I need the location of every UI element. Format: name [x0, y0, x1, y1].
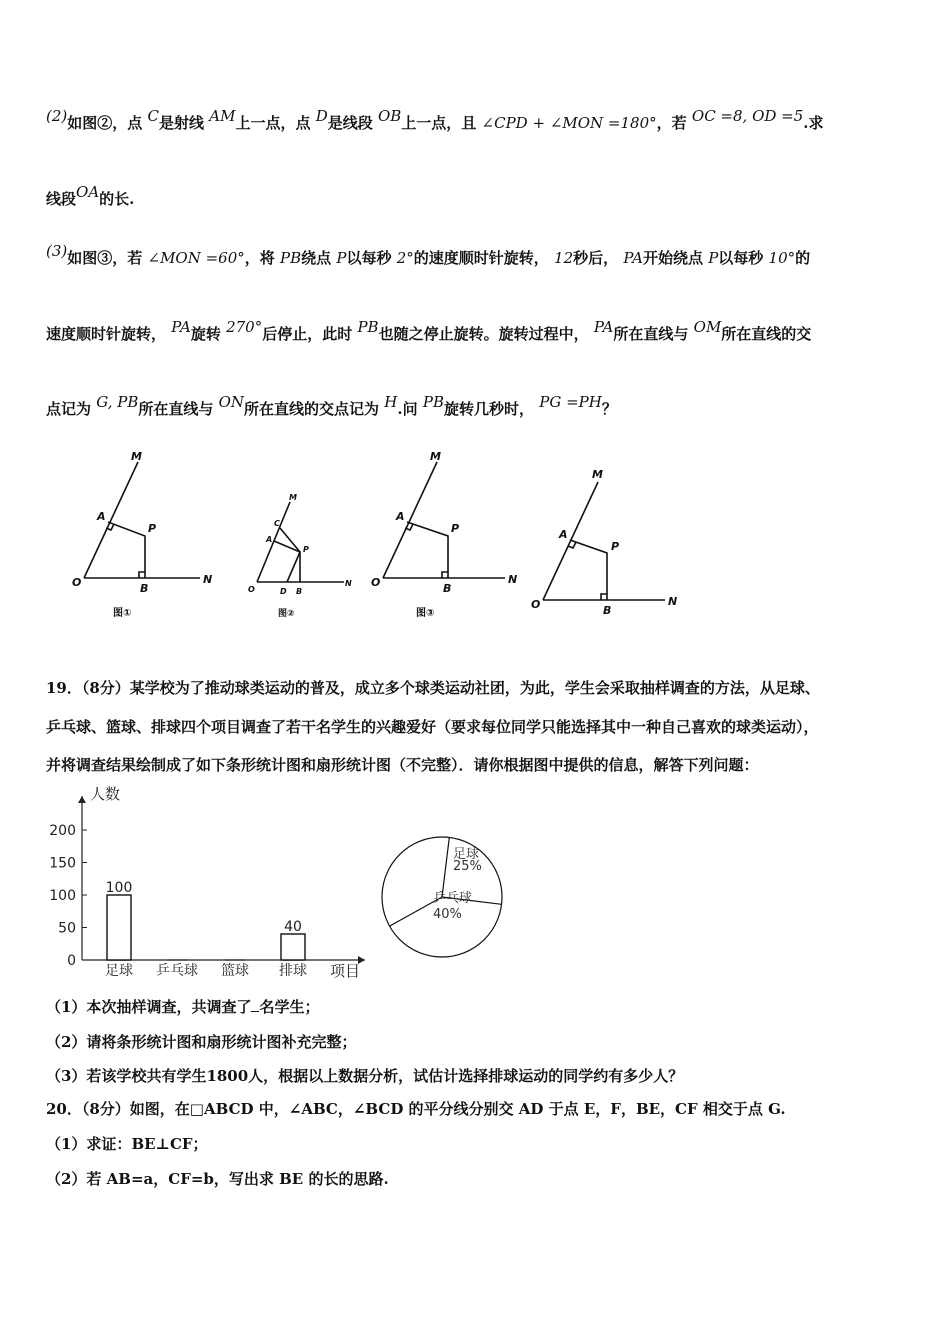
bar — [281, 934, 305, 960]
text: 速度顺时针旋转， — [46, 325, 167, 343]
math-PG-eq-PH: PG =PH — [539, 393, 602, 411]
text: .问 — [397, 400, 418, 418]
text: 是射线 — [158, 114, 204, 132]
math-G-PB: G, PB — [96, 393, 139, 411]
q18-part3-line2 — [46, 318, 812, 344]
text: 绕点 — [301, 249, 332, 267]
text: ，将 — [244, 249, 275, 267]
text: 开始绕点 — [642, 249, 703, 267]
text: ，若 — [656, 114, 687, 132]
y-tick-label: 50 — [58, 920, 76, 937]
math-H: H — [384, 393, 398, 411]
fig3-label-m: M — [430, 450, 441, 463]
q18-part2-line1 — [46, 107, 824, 133]
fig1-right-angle-b — [139, 572, 145, 578]
math-ON: ON — [218, 393, 245, 411]
fig1-label-o: O — [72, 576, 82, 589]
y-tick-label: 0 — [67, 953, 76, 969]
fig1-caption: 图① — [113, 608, 132, 619]
math-P: P — [336, 249, 347, 267]
fig4-label-p: P — [611, 540, 620, 553]
q18-part3-line3 — [46, 393, 617, 419]
text: 所在直线与 — [138, 400, 214, 418]
fig1-pa-pb — [108, 522, 145, 578]
fig1-label-b: B — [140, 582, 149, 595]
text: 以每秒 — [346, 249, 392, 267]
text: 上一点，且 — [401, 114, 477, 132]
fig1-label-n: N — [203, 573, 213, 586]
q19-line1: 19．（8分）某学校为了推动球类运动的普及，成立多个球类运动社团，为此，学生会采取抽样调查的方法，从足球、 — [46, 679, 820, 697]
fig2-caption: 图② — [278, 609, 295, 619]
x-tick-label: 足球 — [105, 963, 133, 979]
x-tick-label: 排球 — [279, 963, 307, 979]
y-tick-label: 100 — [49, 888, 76, 904]
fig4-pa-pb — [570, 540, 607, 600]
fig4-right-angle-b — [601, 594, 607, 600]
math-PA: PA — [623, 249, 643, 267]
math-D: D — [315, 107, 328, 125]
q19-sub3: （3）若该学校共有学生1800人，根据以上数据分析，试估计选择排球运动的同学约有多少人？ — [46, 1067, 684, 1085]
bar-data-label: 40 — [284, 919, 302, 935]
math-OA: OA — [76, 183, 100, 201]
y-tick-label: 150 — [49, 855, 76, 872]
text: 所在直线的交 — [721, 325, 812, 343]
q18-part3-line1 — [46, 242, 811, 268]
math-lengths: OC =8, OD =5 — [691, 107, 804, 125]
fig2-label-a: A — [266, 535, 273, 544]
text: 所在直线的交点记为 — [244, 400, 380, 418]
math-PB: PB — [422, 393, 444, 411]
fig3-label-n: N — [508, 573, 518, 586]
text: （1）本次抽样调查，共调查了 — [46, 998, 252, 1016]
fig3-label-o: O — [371, 576, 381, 589]
text: 后停止，此时 — [262, 325, 353, 343]
pie-slice-label: 乒乓球 — [433, 891, 473, 906]
text: 线段 — [46, 190, 77, 208]
text: 所在直线与 — [613, 325, 689, 343]
fig1-label-a: A — [97, 510, 106, 523]
text: 名学生； — [259, 998, 320, 1016]
q19-sub2: （2）请将条形统计图和扇形统计图补充完整； — [46, 1033, 357, 1051]
text: 上一点，点 — [235, 114, 311, 132]
pie-slice-percent: 40% — [433, 907, 462, 922]
fig2-label-p: P — [303, 545, 309, 554]
fig3-caption: 图③ — [416, 608, 435, 619]
math-P: P — [708, 249, 719, 267]
fig4-label-b: B — [603, 604, 612, 617]
text: 点记为 — [46, 400, 92, 418]
math-deg: 10° — [768, 249, 796, 267]
math-AM: AM — [209, 107, 236, 125]
fig1-label-m: M — [131, 450, 142, 463]
text: 如图③，若 — [67, 249, 143, 267]
y-tick-label: 200 — [49, 823, 76, 839]
fig2-label-n: N — [345, 579, 352, 588]
x-axis-label: 项目 — [330, 962, 361, 980]
y-axis-arrow — [78, 796, 86, 803]
q19-line3: 并将调查结果绘制成了如下条形统计图和扇形统计图（不完整）．请你根据图中提供的信息，解答下列问题： — [46, 756, 759, 774]
fig3-right-angle-b — [442, 572, 448, 578]
fig3-ray-om — [383, 462, 437, 578]
text: 的 — [795, 249, 811, 267]
pie-slice-label: 足球 — [453, 847, 480, 862]
q19-sub1 — [46, 996, 319, 1017]
q20-sub1: （1）求证：BE⊥CF； — [46, 1135, 208, 1153]
text: 的速度顺时针旋转， — [413, 249, 549, 267]
q20-line1: 20．（8分）如图，在□ABCD 中，∠ABC，∠BCD 的平分线分别交 AD 于点 E，F，BE，CF 相交于点 G. — [46, 1100, 786, 1118]
text: 旋转几秒时， — [443, 400, 534, 418]
q19-line2: 乒乓球、篮球、排球四个项目调查了若干名学生的兴趣爱好（要求每位同学只能选择其中一种自己喜欢的球类运动）， — [46, 718, 819, 736]
math-PA: PA — [593, 318, 614, 336]
x-tick-label: 篮球 — [221, 963, 249, 979]
math-OM: OM — [693, 318, 722, 336]
fig2-segment-pd — [287, 552, 300, 582]
fig2-label-c: C — [274, 519, 280, 528]
part-number: (3) — [46, 242, 68, 260]
math-OB: OB — [377, 107, 402, 125]
fig1-label-p: P — [148, 522, 157, 535]
fig3-label-p: P — [451, 522, 460, 535]
fig4-label-o: O — [531, 598, 541, 611]
math-PA: PA — [171, 318, 191, 336]
bar — [107, 895, 131, 960]
text: 如图②，点 — [67, 114, 143, 132]
math-C: C — [147, 107, 159, 125]
text: 的长. — [99, 190, 135, 208]
fig4-label-m: M — [592, 468, 603, 481]
fig1-ray-om — [84, 462, 138, 578]
math-angle-sum: ∠CPD + ∠MON =180° — [481, 114, 657, 132]
fig4-label-a: A — [559, 528, 568, 541]
fig3-pa-pb — [407, 522, 448, 578]
q18-part2-line2 — [46, 183, 135, 209]
fig3-label-b: B — [443, 582, 452, 595]
part-number: (2) — [46, 107, 68, 125]
bar-data-label: 100 — [105, 880, 133, 896]
pie-slice-percent: 25% — [453, 859, 482, 874]
math-deg: 2° — [396, 249, 414, 267]
fig2-label-m: M — [289, 493, 297, 502]
text: 也随之停止旋转。旋转过程中， — [378, 325, 589, 343]
fig2-ray-om — [257, 502, 290, 582]
text: 是线段 — [327, 114, 373, 132]
math-angle-mon: ∠MON =60° — [147, 249, 245, 267]
math-12: 12 — [554, 249, 574, 267]
text: 秒后， — [573, 249, 619, 267]
y-axis-label: 人数 — [90, 785, 121, 803]
text: 以每秒 — [718, 249, 764, 267]
math-PB: PB — [357, 318, 379, 336]
pie-chart — [375, 830, 510, 965]
math-deg: 270° — [226, 318, 263, 336]
text: ？ — [601, 400, 617, 418]
text: 旋转 — [190, 325, 221, 343]
text: .求 — [803, 114, 824, 132]
bar-chart — [40, 782, 380, 982]
fig2-label-b: B — [296, 587, 303, 596]
math-PB: PB — [280, 249, 302, 267]
fig2-label-o: O — [248, 585, 255, 594]
fig4-label-n: N — [668, 595, 678, 608]
geometry-figures — [0, 440, 950, 630]
q20-sub2: （2）若 AB=a，CF=b，写出求 BE 的长的思路. — [46, 1170, 389, 1188]
fig3-label-a: A — [396, 510, 405, 523]
x-tick-label: 乒乓球 — [156, 963, 198, 979]
fig2-label-d: D — [280, 587, 287, 596]
